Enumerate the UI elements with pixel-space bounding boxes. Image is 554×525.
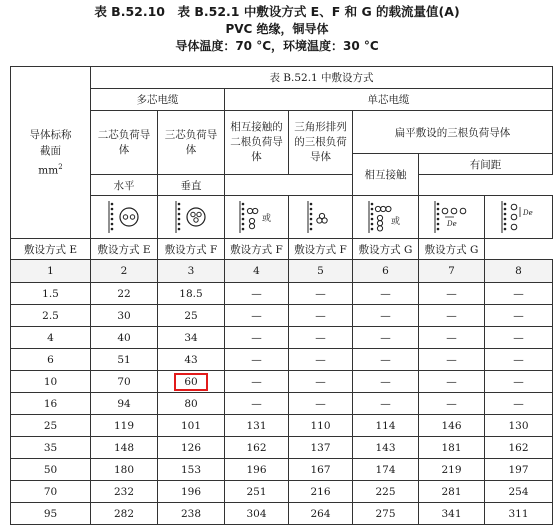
value-cell: — [289,393,353,415]
size-cell: 35 [11,437,91,459]
value-cell: — [353,283,419,305]
ampacity-table [10,66,553,525]
or-label: 或 [261,214,271,224]
value-cell: 219 [419,459,485,481]
value-cell: 196 [158,481,225,503]
three-loaded-header: 三芯负荷导体 [158,111,225,175]
value-cell: 251 [225,481,289,503]
value-cell: — [225,283,289,305]
value-cell: 94 [91,393,158,415]
conductor-header-unit-sup: 2 [58,162,63,171]
value-cell: 80 [158,393,225,415]
size-cell: 4 [11,327,91,349]
table-row [11,437,553,459]
value-cell: 137 [289,437,353,459]
value-cell: 167 [289,459,353,481]
value-cell: 282 [91,503,158,525]
single-core-header: 单芯电缆 [225,89,553,111]
table-row [11,327,553,349]
table-subtitle-temperature: 导体温度：70 °C，环境温度：30 °C [175,39,379,53]
method-g-horizontal-icon [419,196,485,239]
method-label-c7: 敷设方式 G [353,239,419,260]
value-cell: 232 [91,481,158,503]
value-cell: — [485,371,553,393]
value-cell: — [419,349,485,371]
column-index: 4 [225,260,289,283]
value-cell: 148 [91,437,158,459]
table-title-block [0,0,554,55]
value-cell: 174 [353,459,419,481]
method-f-trefoil-icon [289,196,353,239]
value-cell: 34 [158,327,225,349]
value-cell: — [419,327,485,349]
column-index: 8 [485,260,553,283]
trefoil-three-header: 三角形排列的三根负荷导体 [289,111,353,175]
method-label-c4: 敷设方式 F [158,239,225,260]
value-cell: — [225,327,289,349]
value-cell: 131 [225,415,289,437]
table-title: 表 B.52.10 表 B.52.1 中敷设方式 E、F 和 G 的载流量值(A) [94,4,460,19]
column-index: 3 [158,260,225,283]
column-index: 5 [289,260,353,283]
value-cell: 126 [158,437,225,459]
horizontal-header: 水平 [91,175,158,196]
value-cell: — [289,327,353,349]
table-row [11,393,553,415]
value-cell: 25 [158,305,225,327]
method-e-two-core-icon [91,196,158,239]
value-cell: 153 [158,459,225,481]
value-cell: — [485,305,553,327]
size-cell: 50 [11,459,91,481]
value-cell: 304 [225,503,289,525]
method-label-c3: 敷设方式 E [91,239,158,260]
value-cell: 341 [419,503,485,525]
table-row [11,283,553,305]
value-cell: — [485,283,553,305]
column-index: 7 [419,260,485,283]
value-cell-highlighted [158,371,225,393]
value-cell: — [289,283,353,305]
value-cell: — [419,393,485,415]
value-cell: 197 [485,459,553,481]
value-cell: 264 [289,503,353,525]
value-cell: — [225,305,289,327]
highlight-box: 60 [174,373,207,391]
touching-header: 相互接触 [353,154,419,196]
table-row [11,305,553,327]
value-cell: 146 [419,415,485,437]
size-cell: 25 [11,415,91,437]
value-cell: 275 [353,503,419,525]
method-e-three-core-icon [158,196,225,239]
value-cell: 101 [158,415,225,437]
value-cell: 114 [353,415,419,437]
method-f-touching-two-icon [225,196,289,239]
two-loaded-header: 二芯负荷导体 [91,111,158,175]
value-cell: — [225,349,289,371]
value-cell: — [485,349,553,371]
value-cell: — [485,327,553,349]
value-cell: 130 [485,415,553,437]
value-cell: — [225,393,289,415]
multi-core-header: 多芯电缆 [91,89,225,111]
value-cell: — [353,349,419,371]
table-row [11,481,553,503]
size-cell: 70 [11,481,91,503]
size-cell: 2.5 [11,305,91,327]
value-cell: — [289,305,353,327]
value-cell: 281 [419,481,485,503]
value-cell: — [289,349,353,371]
value-cell: 254 [485,481,553,503]
method-label-c8: 敷设方式 G [419,239,485,260]
installation-method-group-header: 表 B.52.1 中敷设方式 [91,67,553,89]
spaced-header: 有间距 [419,154,553,175]
table-row [11,349,553,371]
value-cell: 196 [225,459,289,481]
value-cell: 70 [91,371,158,393]
value-cell: 18.5 [158,283,225,305]
method-label-c2: 敷设方式 E [11,239,91,260]
conductor-header-line1: 导体标称 [29,128,72,141]
column-index: 2 [91,260,158,283]
value-cell: 216 [289,481,353,503]
column-index: 6 [353,260,419,283]
touching-two-header: 相互接触的二根负荷导体 [225,111,289,175]
value-cell: — [485,393,553,415]
value-cell: 181 [419,437,485,459]
value-cell: — [353,327,419,349]
conductor-size-header [11,67,91,239]
or-label-2: 或 [390,217,400,227]
method-g-vertical-icon [485,196,553,239]
value-cell: — [353,305,419,327]
value-cell: 162 [225,437,289,459]
size-cell: 10 [11,371,91,393]
value-cell: 225 [353,481,419,503]
method-label-c6: 敷设方式 F [289,239,353,260]
value-cell: 110 [289,415,353,437]
table-row [11,459,553,481]
value-cell: 180 [91,459,158,481]
value-cell: 43 [158,349,225,371]
value-cell: 162 [485,437,553,459]
value-cell: 30 [91,305,158,327]
table-row [11,371,553,393]
conductor-header-line2: 截面 [40,144,61,157]
de-label-2: De [522,209,533,217]
method-label-c5: 敷设方式 F [225,239,289,260]
table-row [11,503,553,525]
flat-three-header: 扁平敷设的三根负荷导体 [353,111,553,154]
value-cell: 311 [485,503,553,525]
method-f-flat-touching-icon [353,196,419,239]
value-cell: 22 [91,283,158,305]
table-subtitle-insulation: PVC 绝缘，铜导体 [225,22,329,36]
value-cell: 119 [91,415,158,437]
size-cell: 6 [11,349,91,371]
table-row [11,415,553,437]
value-cell: — [419,283,485,305]
value-cell: 143 [353,437,419,459]
value-cell: 40 [91,327,158,349]
value-cell: — [353,393,419,415]
value-cell: — [289,371,353,393]
value-cell: 238 [158,503,225,525]
size-cell: 16 [11,393,91,415]
value-cell: — [225,371,289,393]
value-cell: — [353,371,419,393]
value-cell: — [419,305,485,327]
size-cell: 1.5 [11,283,91,305]
value-cell: — [419,371,485,393]
value-cell: 51 [91,349,158,371]
conductor-header-unit: mm [38,164,59,177]
de-label: De [446,220,457,228]
column-index: 1 [11,260,91,283]
size-cell: 95 [11,503,91,525]
vertical-header: 垂直 [158,175,225,196]
